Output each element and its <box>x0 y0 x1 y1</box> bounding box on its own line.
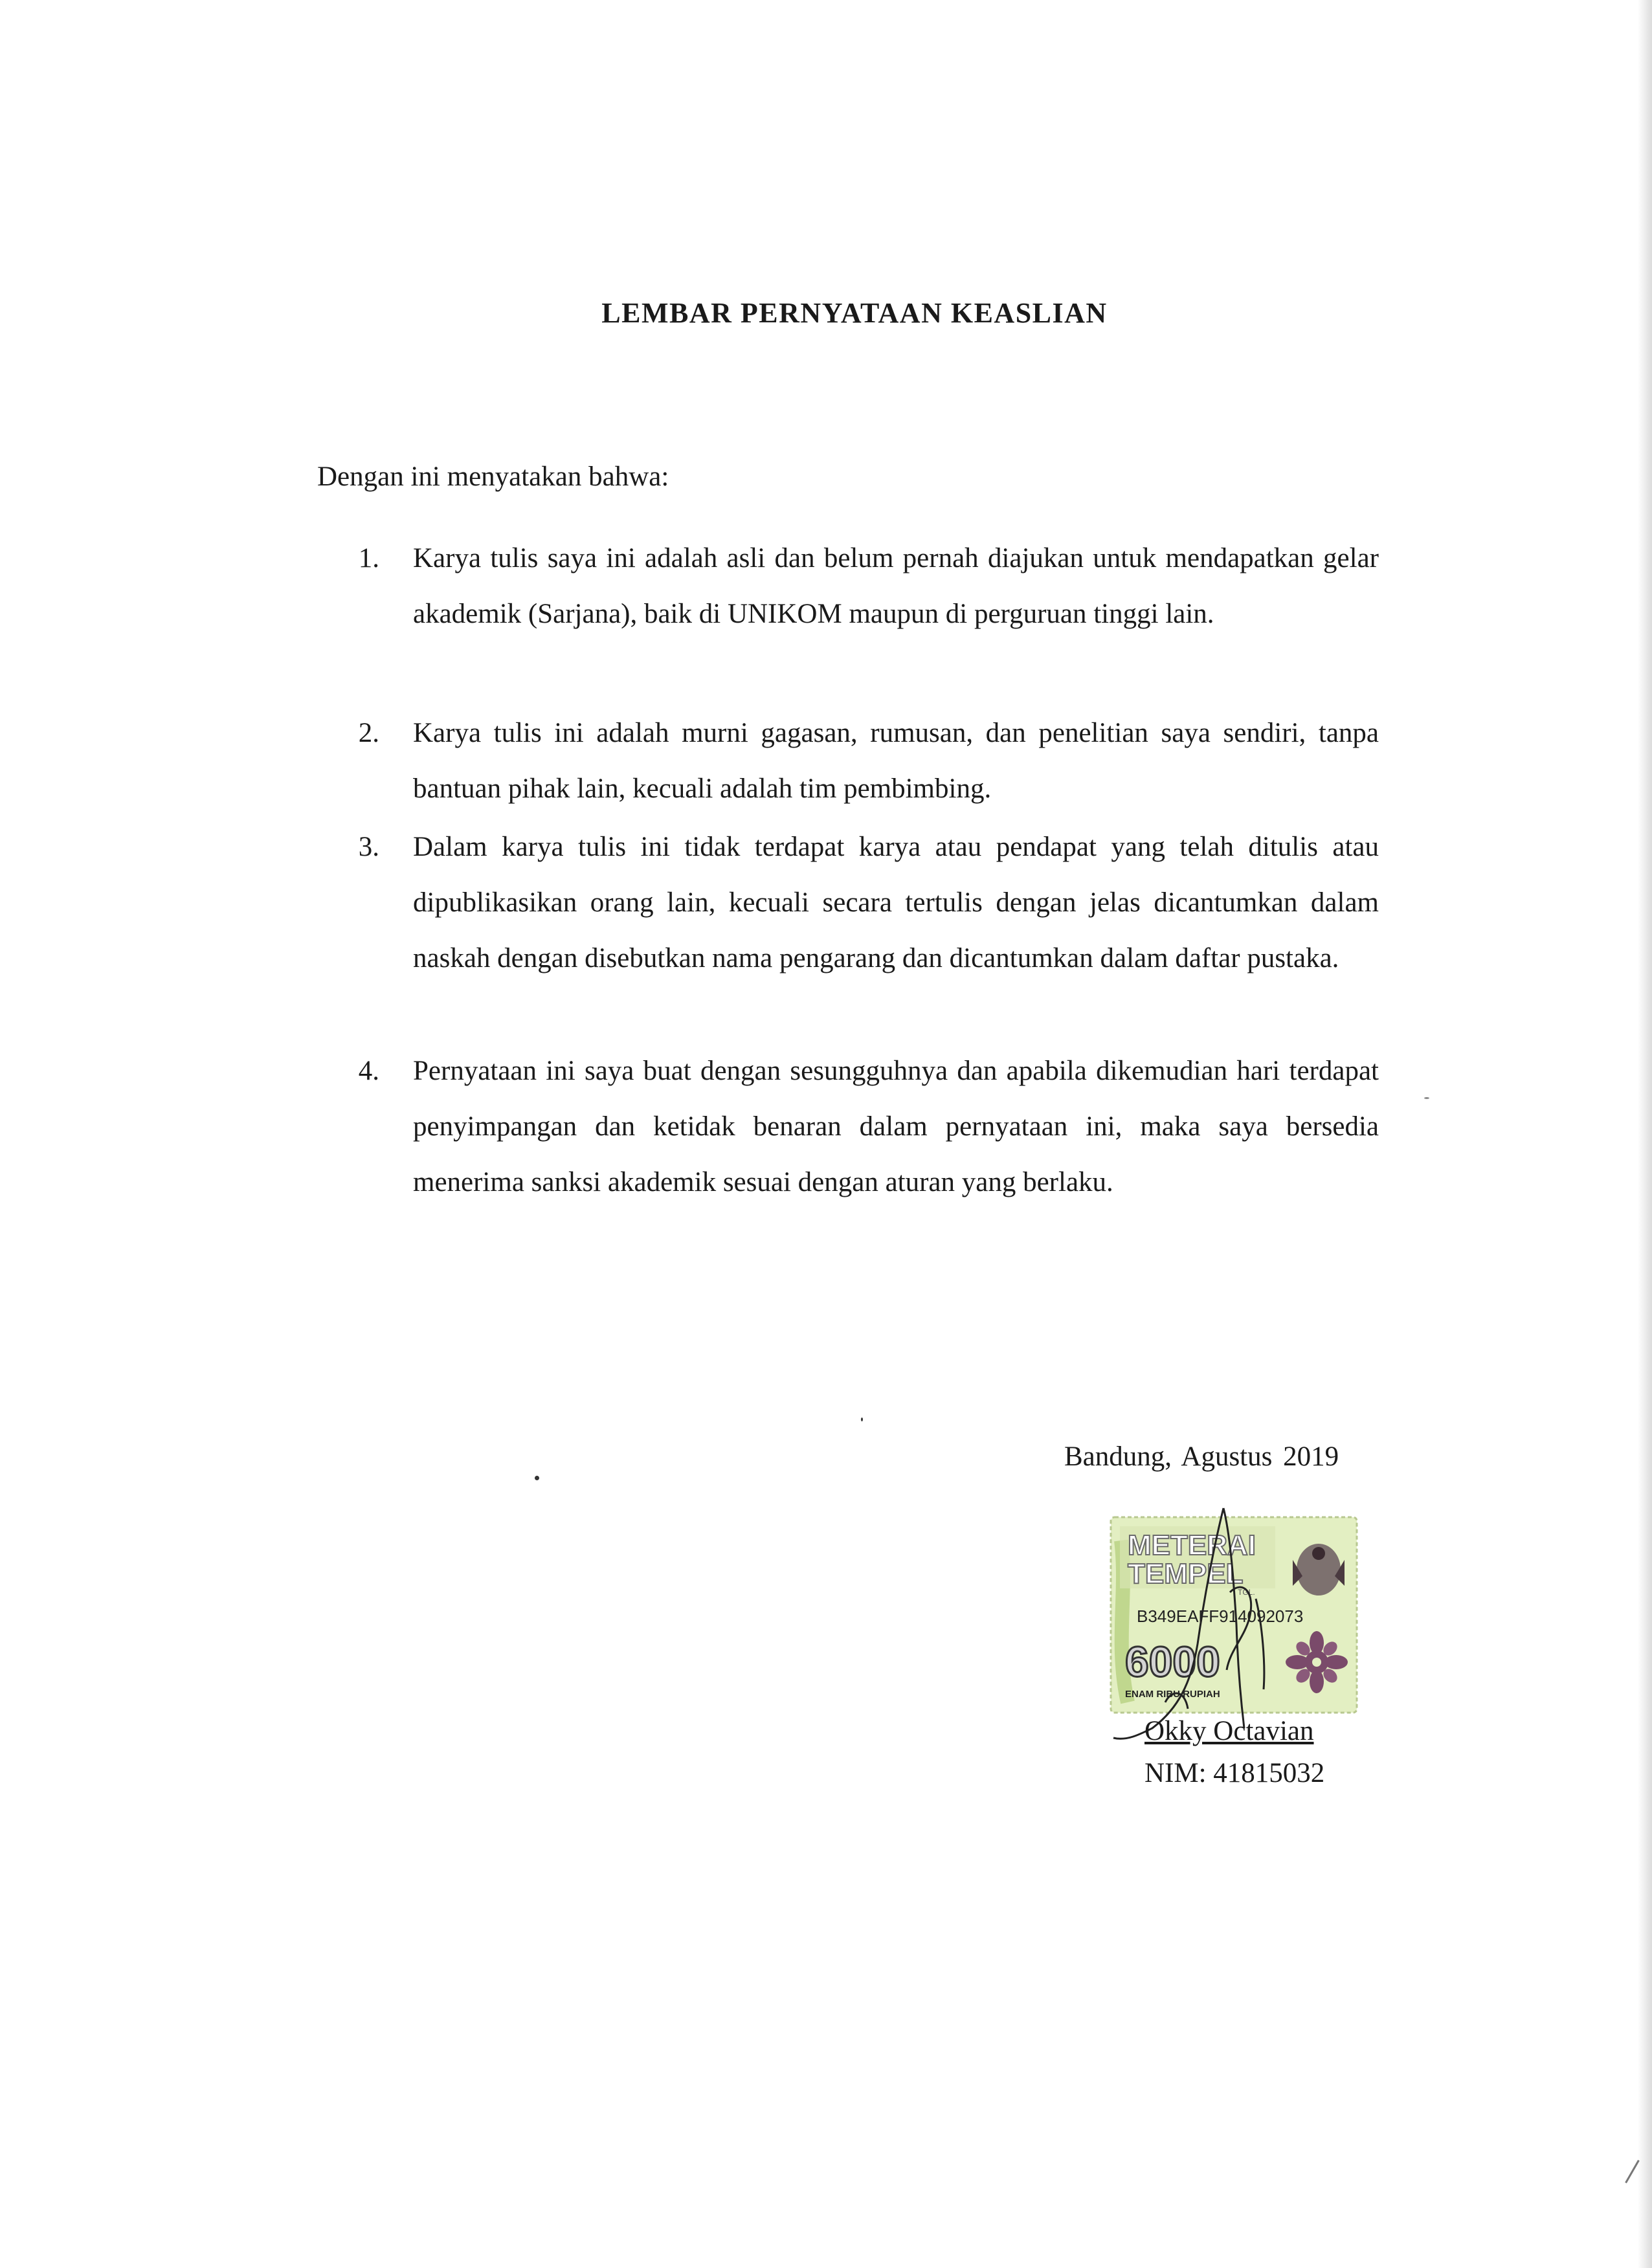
signer-name: Okky Octavian <box>1144 1716 1314 1746</box>
signer-nim: NIM: 41815032 <box>1144 1758 1325 1788</box>
stamp-value: 6000 <box>1125 1638 1220 1685</box>
intro-text: Dengan ini menyatakan bahwa: <box>317 461 669 492</box>
scan-speck <box>535 1476 539 1480</box>
statement-number: 2. <box>358 718 379 748</box>
statement-text: Karya tulis saya ini adalah asli dan belum pernah diajukan untuk mendapatkan gelar akademik (Sarjana), baik di UNIKOM maupun di perguruan tinggi lain. <box>413 543 1379 629</box>
statement-text: Pernyataan ini saya buat dengan sesungguhnya dan apabila dikemudian hari terdapat penyimpangan dan ketidak benaran dalam pernyataan ini, maka saya bersedia menerima sanksi akademik sesuai dengan aturan yang berlaku. <box>413 1056 1379 1197</box>
statement-number: 1. <box>358 543 379 573</box>
place-and-date: Bandung, Agustus 2019 <box>1064 1441 1339 1472</box>
stamp-line2: TEMPEL <box>1128 1558 1244 1590</box>
statement-number: 3. <box>358 832 379 862</box>
document-title: LEMBAR PERNYATAAN KEASLIAN <box>601 297 1108 329</box>
page-edge-shadow <box>1638 0 1652 2268</box>
statement-text: Dalam karya tulis ini tidak terdapat karya atau pendapat yang telah ditulis atau dipublikasikan orang lain, kecuali secara tertulis dengan jelas dicantumkan dalam naskah dengan disebutkan nama pengarang dan dicantumkan dalam daftar pustaka. <box>413 832 1379 973</box>
stamp-value-words: ENAM RIBU RUPIAH <box>1125 1689 1220 1700</box>
stamp-tgl: TGL. <box>1238 1588 1255 1597</box>
stamp-line1: METERAI <box>1128 1529 1256 1561</box>
scan-speck <box>1424 1097 1429 1099</box>
scan-speck <box>861 1418 863 1421</box>
statement-number: 4. <box>358 1056 379 1086</box>
statement-text: Karya tulis ini adalah murni gagasan, rumusan, dan penelitian saya sendiri, tanpa bantuan pihak lain, kecuali adalah tim pembimbing. <box>413 718 1379 804</box>
stamp-serial: B349EAFF914092073 <box>1137 1606 1304 1626</box>
